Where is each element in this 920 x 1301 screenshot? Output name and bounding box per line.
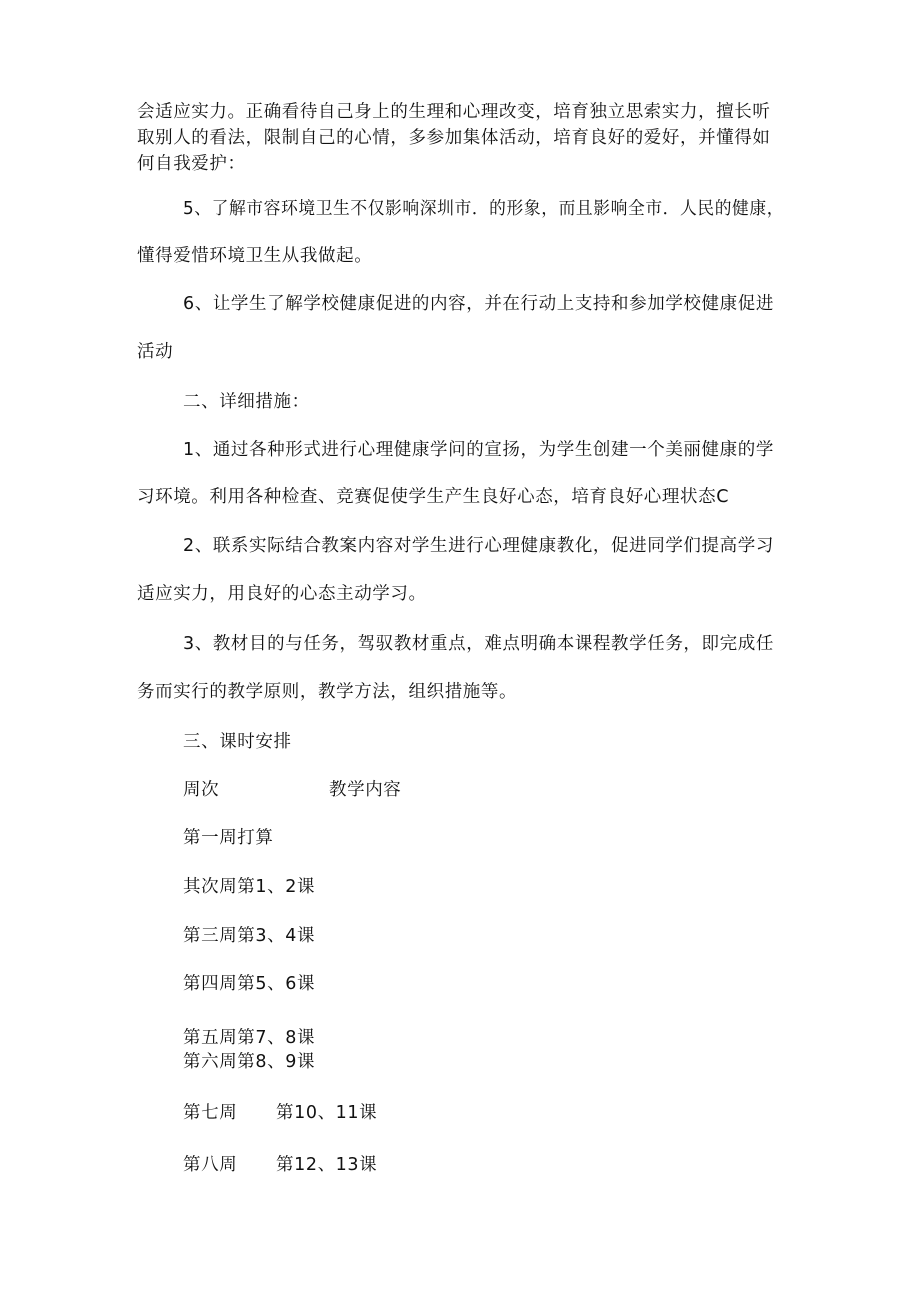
- item-5-line-1: 5、了解市容环境卫生不仅影响深圳市．的形象，而且影响全市．人民的健康，: [183, 199, 785, 219]
- schedule-row-1: 第一周打算: [183, 828, 274, 848]
- schedule-row-8-content: 第12、13课: [276, 1155, 378, 1175]
- schedule-row-3: 第三周第3、4课: [183, 926, 316, 946]
- schedule-row-6: 第六周第8、9课: [183, 1052, 316, 1072]
- item-6-line-1: 6、让学生了解学校健康促进的内容，并在行动上支持和参加学校健康促进: [183, 294, 774, 314]
- measure-3-line-1: 3、教材目的与任务，驾驭教材重点，难点明确本课程教学任务，即完成任: [183, 634, 774, 654]
- schedule-header-content: 教学内容: [329, 780, 402, 800]
- section-3-heading: 三、课时安排: [183, 732, 292, 752]
- measure-3-line-2: 务而实行的教学原则，教学方法，组织措施等。: [137, 682, 518, 702]
- schedule-header-week: 周次: [183, 780, 220, 800]
- schedule-row-2: 其次周第1、2课: [183, 877, 316, 897]
- section-2-heading: 二、详细措施：: [183, 392, 310, 412]
- schedule-row-8-week: 第八周: [183, 1155, 238, 1175]
- measure-1-line-1: 1、通过各种形式进行心理健康学问的宣扬，为学生创建一个美丽健康的学: [183, 440, 774, 460]
- intro-line-1: 会适应实力。正确看待自己身上的生理和心理改变，培育独立思索实力，擅长听: [137, 102, 771, 122]
- schedule-row-7-week: 第七周: [183, 1103, 238, 1123]
- item-6-line-2: 活动: [137, 342, 174, 362]
- intro-line-3: 何自我爱护：: [137, 154, 246, 174]
- schedule-row-7-content: 第10、11课: [276, 1103, 378, 1123]
- schedule-row-4: 第四周第5、6课: [183, 974, 316, 994]
- intro-line-2: 取别人的看法，限制自己的心情，多参加集体活动，培育良好的爱好，并懂得如: [137, 128, 771, 148]
- item-5-line-2: 懂得爱惜环境卫生从我做起。: [137, 246, 373, 266]
- measure-2-line-1: 2、联系实际结合教案内容对学生进行心理健康教化，促进同学们提高学习: [183, 536, 774, 556]
- schedule-row-5: 第五周第7、8课: [183, 1028, 316, 1048]
- measure-2-line-2: 适应实力，用良好的心态主动学习。: [137, 584, 427, 604]
- measure-1-line-2: 习环境。利用各种检查、竞赛促使学生产生良好心态，培育良好心理状态C: [137, 487, 730, 507]
